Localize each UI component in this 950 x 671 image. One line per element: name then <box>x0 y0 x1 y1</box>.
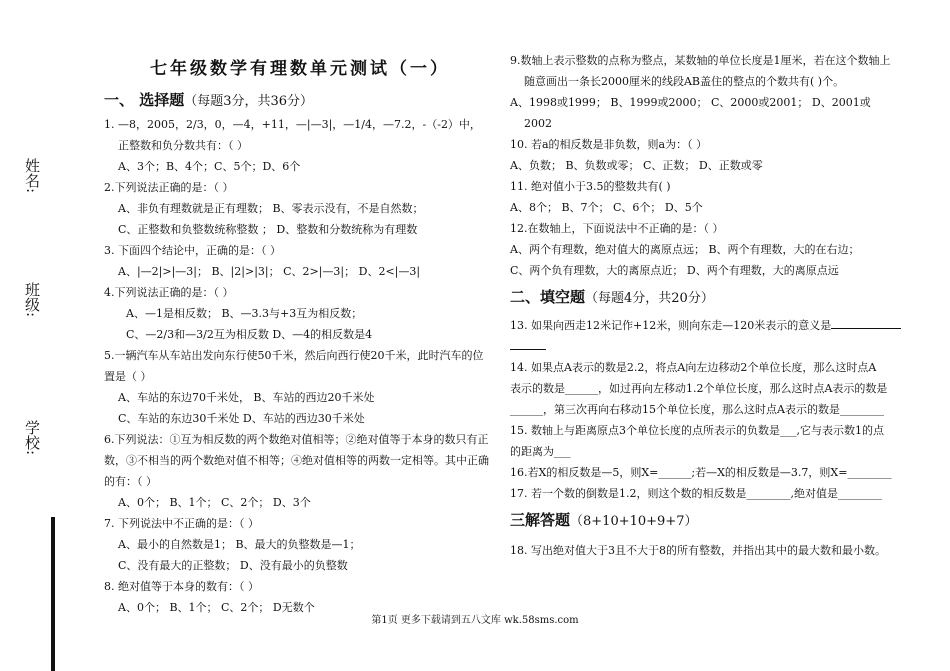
section-heading-fill <box>510 285 905 311</box>
question-line: 的有：（ ） <box>104 475 157 488</box>
options-line: C、两个负有理数，大的离原点近； D、两个有理数，大的离原点远 <box>510 264 839 277</box>
options-line: A、3个；B、4个；C、5个；D、6个 <box>118 160 301 173</box>
page-title: 七年级数学有理数单元测试（一） <box>150 59 450 79</box>
question-line: 8. 绝对值等于本身的数有：（ ） <box>104 580 259 593</box>
school-label: 学校: <box>23 420 41 456</box>
options-line: C、没有最大的正整数； D、没有最小的负整数 <box>118 559 348 572</box>
options-line: A、8个； B、7个； C、6个； D、5个 <box>510 201 703 214</box>
options-line: A、—1是相反数； B、—3.3与+3互为相反数； <box>126 307 363 320</box>
question-line: 15. 数轴上与距离原点3个单位长度的点所表示的负数是___,它与表示数1的点 <box>510 424 884 437</box>
right-column <box>510 50 905 561</box>
question-line: 6.下列说法：①互为相反数的两个数绝对值相等；②绝对值等于本身的数只有正 <box>104 433 489 446</box>
page-footer: 第1页 更多下载请到五八文库 wk.58sms.com <box>371 615 579 626</box>
question-line: 数，③不相当的两个数绝对值不相等；④绝对值相等的两数一定相等。其中正确 <box>104 454 489 467</box>
question-line: 5.一辆汽车从车站出发向东行使50千米，然后向西行使20千米，此时汽车的位 <box>104 349 484 362</box>
question-line: 9.数轴上表示整数的点称为整点，某数轴的单位长度是1厘米，若在这个数轴上 <box>510 54 891 67</box>
question-line: 4.下列说法正确的是：（ ） <box>104 286 234 299</box>
name-label: 姓名: <box>23 158 41 194</box>
question-line: 2.下列说法正确的是：（ ） <box>104 181 234 194</box>
left-column <box>104 88 499 618</box>
options-line: A、两个有理数，绝对值大的离原点远； B、两个有理数，大的在右边； <box>510 243 860 256</box>
question-line <box>510 315 905 336</box>
options-line: C、正整数和负整数统称整数 ； D、整数和分数统称为有理数 <box>118 223 418 236</box>
class-label: 班级: <box>23 282 41 318</box>
options-line: A、1998或1999； B、1999或2000； C、2000或2001； D、2001或 <box>510 96 871 109</box>
options-line: A、最小的自然数是1； B、最大的负整数是—1； <box>118 538 361 551</box>
section-score: （8+10+10+9+7） <box>570 514 698 529</box>
section-title: 二、填空题 <box>510 288 586 306</box>
question-line: 1. —8，2005，2/3，0，—4，+11，—|—3|，—1/4，—7.2，-（-2）中， <box>104 118 481 131</box>
section-heading-choice <box>104 88 499 114</box>
options-line: A、车站的东边70千米处， B、车站的西边20千米处 <box>118 391 375 404</box>
question-line: 正整数和负分数共有：（ ） <box>118 139 248 152</box>
question-text: 13. 如果向西走12米记作+12米，则向东走—120米表示的意义是 <box>510 319 832 332</box>
question-line: 17. 若一个数的倒数是1.2，则这个数的相反数是________,绝对值是________ <box>510 487 882 500</box>
options-line: A、非负有理数就是正有理数； B、零表示没有，不是自然数； <box>118 202 424 215</box>
section-heading-answer <box>510 508 905 534</box>
question-line: 随意画出一条长2000厘米的线段AB盖住的整点的个数共有( )个。 <box>524 75 845 88</box>
question-line: 12.在数轴上，下面说法中不正确的是：（ ） <box>510 222 724 235</box>
binding-line <box>51 517 55 671</box>
question-line: 置是（ ） <box>104 370 152 383</box>
question-line: ______，第三次再向右移动15个单位长度，那么这时点A表示的数是________ <box>510 403 884 416</box>
answer-blank[interactable] <box>831 316 901 329</box>
section-score: （每题4分，共20分） <box>585 291 714 306</box>
answer-blank-line <box>510 336 905 357</box>
options-line: A、0个； B、1个； C、2个； D无数个 <box>118 601 315 614</box>
section-title: 三解答题 <box>510 511 571 529</box>
answer-blank[interactable] <box>510 337 546 350</box>
options-line: C、车站的东边30千米处 D、车站的西边30千米处 <box>118 412 365 425</box>
question-line: 的距离为___ <box>510 445 571 458</box>
question-line: 7. 下列说法中不正确的是：（ ） <box>104 517 259 530</box>
options-line: A、0个； B、1个； C、2个； D、3个 <box>118 496 311 509</box>
options-line: 2002 <box>524 117 552 130</box>
section-score: （每题3分，共36分） <box>184 94 314 109</box>
question-line: 3. 下面四个结论中，正确的是：（ ） <box>104 244 281 257</box>
options-line: A、负数； B、负数或零； C、正数； D、正数或零 <box>510 159 763 172</box>
question-line: 11. 绝对值小于3.5的整数共有( ) <box>510 180 671 193</box>
question-line: 14. 如果点A表示的数是2.2，将点A向左边移动2个单位长度，那么这时点A <box>510 361 877 374</box>
question-line: 10. 若a的相反数是非负数，则a为：（ ） <box>510 138 708 151</box>
question-line: 18. 写出绝对值大于3且不大于8的所有整数，并指出其中的最大数和最小数。 <box>510 544 886 557</box>
question-line: 表示的数是______，如过再向左移动1.2个单位长度，那么这时点A表示的数是 <box>510 382 888 395</box>
options-line: A、|—2|>|—3|； B、|2|>|3|； C、2>|—3|； D、2<|—3| <box>118 265 421 278</box>
question-line: 16.若X的相反数是—5，则X=______;若—X的相反数是—3.7，则X=________ <box>510 466 892 479</box>
options-line: C、—2/3和—3/2互为相反数 D、—4的相反数是4 <box>126 328 373 341</box>
section-title: 一、 选择题 <box>104 91 185 109</box>
